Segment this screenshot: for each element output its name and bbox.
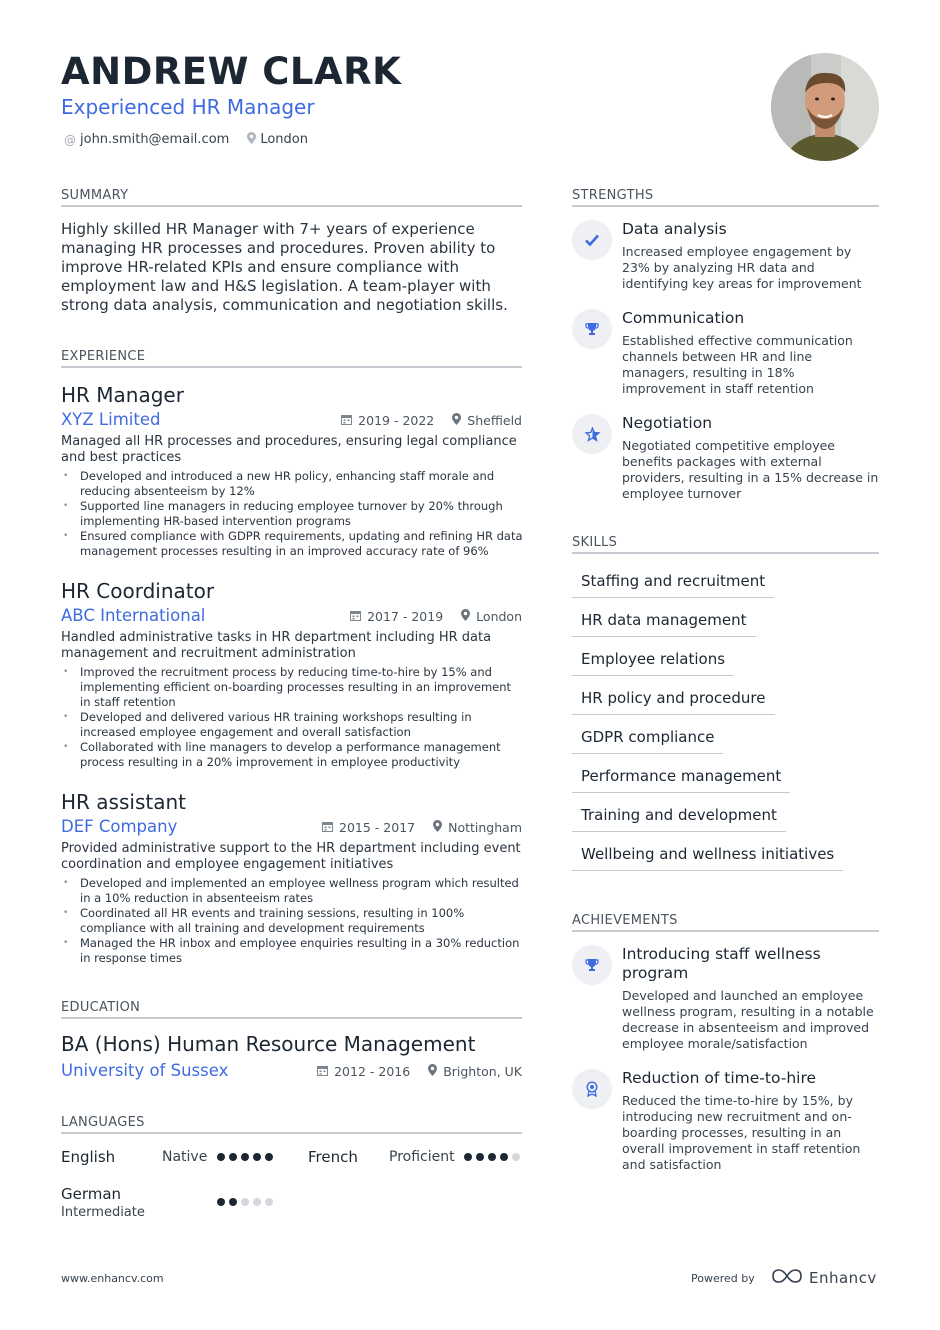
job-description: Managed all HR processes and procedures, ensuring legal compliance and best practices: [61, 434, 517, 465]
list-item: • Ensured compliance with GDPR requirements, updating and refining HR data management processes resulting in an improved accuracy rate of 96%: [61, 529, 523, 559]
candidate-name: ANDREW CLARK: [61, 50, 402, 93]
rating-dot: [512, 1153, 520, 1161]
rating-dot: [464, 1153, 472, 1161]
skill-tag: Staffing and recruitment: [572, 572, 774, 598]
strength-description: Established effective communication channels between HR and line managers, resulting in 18% improvement in staff retention: [622, 333, 853, 396]
skill-tag: Training and development: [572, 806, 786, 832]
language-level: Intermediate: [61, 1205, 145, 1220]
experience-heading: EXPERIENCE: [61, 349, 146, 364]
job-title: HR Coordinator: [61, 579, 215, 603]
language-rating: [464, 1153, 520, 1161]
job-meta: [322, 820, 522, 835]
company-name[interactable]: XYZ Limited: [61, 410, 161, 429]
language-rating: [217, 1198, 273, 1206]
education-dates: 2012 - 2016: [334, 1064, 411, 1079]
skill-tag: Employee relations: [572, 650, 734, 676]
achievement-title: Reduction of time-to-hire: [622, 1069, 817, 1087]
location-text: London: [260, 132, 308, 147]
summary-heading: SUMMARY: [61, 188, 129, 203]
rating-dot: [476, 1153, 484, 1161]
company-name[interactable]: DEF Company: [61, 817, 178, 836]
skills-heading: SKILLS: [572, 535, 618, 550]
strength-title: Negotiation: [622, 414, 713, 432]
rating-dot: [241, 1153, 249, 1161]
job-bullets: [61, 469, 523, 559]
enhancv-logo-icon: [771, 1268, 803, 1288]
language-name: English: [61, 1148, 116, 1166]
skill-tag: Wellbeing and wellness initiatives: [572, 845, 843, 871]
powered-by-label: Powered by: [691, 1272, 755, 1285]
location-pin-icon: [428, 1064, 437, 1079]
skill-tag: HR policy and procedure: [572, 689, 775, 715]
skill-tag: HR data management: [572, 611, 756, 637]
rating-dot: [500, 1153, 508, 1161]
list-item: • Developed and delivered various HR training workshops resulting in increased employee engagement and overall satisfaction: [61, 710, 523, 740]
rating-dot: [217, 1198, 225, 1206]
education-location: Brighton, UK: [443, 1064, 522, 1079]
school-name[interactable]: University of Sussex: [61, 1061, 229, 1080]
rating-dot: [488, 1153, 496, 1161]
list-item: • Coordinated all HR events and training sessions, resulting in 100% compliance with all training and development requirements: [61, 906, 523, 936]
strength-title: Communication: [622, 309, 745, 327]
languages-heading: LANGUAGES: [61, 1115, 145, 1130]
language-level: Proficient: [389, 1149, 455, 1165]
star-icon: [572, 414, 612, 454]
rating-dot: [253, 1198, 261, 1206]
location-pin-icon: [461, 609, 470, 624]
job-dates: 2017 - 2019: [367, 609, 444, 624]
rating-dot: [229, 1198, 237, 1206]
job-dates: 2015 - 2017: [339, 820, 416, 835]
list-item: • Managed the HR inbox and employee enquiries resulting in a 30% reduction in response times: [61, 936, 523, 966]
job-location: London: [476, 609, 522, 624]
language-level: Native: [162, 1149, 208, 1165]
calendar-icon: [341, 414, 352, 428]
achievement-description: Developed and launched an employee wellness program, resulting in a notable decrease in absenteeism and improved employee morale/satisfaction: [622, 988, 874, 1051]
skill-tag: GDPR compliance: [572, 728, 723, 754]
rating-dot: [241, 1198, 249, 1206]
job-title: HR Manager: [61, 383, 184, 407]
calendar-icon: [317, 1065, 328, 1079]
email-text: john.smith@email.com: [80, 132, 230, 147]
calendar-icon: [350, 610, 361, 624]
job-description: Handled administrative tasks in HR department including HR data management and recruitment administration: [61, 630, 492, 661]
job-description: Provided administrative support to the HR department including event coordination and employee engagement initiatives: [61, 841, 521, 872]
location-item: [247, 132, 308, 147]
achievement-description: Reduced the time-to-hire by 15%, by introducing new recruitment and on-boarding processes, resulting in an overall improvement in staff retention and satisfaction: [622, 1093, 861, 1172]
summary-divider: [61, 205, 522, 207]
medal-icon: [572, 1069, 612, 1109]
language-name: French: [308, 1148, 358, 1166]
trophy-icon: [572, 309, 612, 349]
summary-text: Highly skilled HR Manager with 7+ years of experience managing HR processes and procedures. Proven ability to improve HR-related KPIs and ensure compliance with employment law and H&S legislation. A team-player with strong data analysis, communication and negotiation skills.: [61, 220, 508, 314]
location-pin-icon: [452, 413, 461, 428]
job-location: Nottingham: [448, 820, 522, 835]
rating-dot: [229, 1153, 237, 1161]
checkmark-icon: [572, 220, 612, 260]
rating-dot: [217, 1153, 225, 1161]
language-rating: [217, 1153, 273, 1161]
education-meta: [317, 1064, 522, 1079]
location-pin-icon: [433, 820, 442, 835]
job-dates: 2019 - 2022: [358, 413, 435, 428]
company-name[interactable]: ABC International: [61, 606, 206, 625]
job-location: Sheffield: [467, 413, 522, 428]
education-heading: EDUCATION: [61, 1000, 141, 1015]
achievements-heading: ACHIEVEMENTS: [572, 913, 678, 928]
brand-logo[interactable]: [771, 1268, 877, 1288]
job-meta: [341, 413, 522, 428]
list-item: • Collaborated with line managers to develop a performance management process resulting in a 20% improvement in employee productivity: [61, 740, 523, 770]
job-bullets: [61, 665, 523, 770]
trophy-icon: [572, 945, 612, 985]
location-pin-icon: [247, 132, 256, 147]
footer-url[interactable]: www.enhancv.com: [61, 1272, 164, 1285]
achievements-divider: [572, 930, 879, 932]
email-item[interactable]: [64, 132, 229, 147]
list-item: • Developed and implemented an employee wellness program which resulted in a 10% reduction in absenteeism rates: [61, 876, 523, 906]
language-name: German: [61, 1185, 122, 1203]
skill-tag: Performance management: [572, 767, 790, 793]
list-item: • Improved the recruitment process by reducing time-to-hire by 15% and implementing efficient on-boarding processes resulting in an improvement in staff retention: [61, 665, 523, 710]
strength-description: Negotiated competitive employee benefits packages with external providers, resulting in a 15% decrease in employee turnover: [622, 438, 879, 501]
education-divider: [61, 1017, 522, 1019]
job-meta: [350, 609, 522, 624]
calendar-icon: [322, 821, 333, 835]
strengths-heading: STRENGTHS: [572, 188, 654, 203]
list-item: • Supported line managers in reducing employee turnover by 20% through implementing HR-based intervention programs: [61, 499, 523, 529]
rating-dot: [253, 1153, 261, 1161]
rating-dot: [265, 1153, 273, 1161]
strength-description: Increased employee engagement by 23% by analyzing HR data and identifying key areas for improvement: [622, 244, 862, 291]
list-item: • Developed and introduced a new HR policy, enhancing staff morale and reducing absenteeism by 12%: [61, 469, 523, 499]
rating-dot: [265, 1198, 273, 1206]
languages-divider: [61, 1132, 522, 1134]
candidate-role: Experienced HR Manager: [61, 95, 315, 119]
contact-info: [64, 132, 308, 147]
at-icon: @: [64, 132, 76, 147]
degree-title: BA (Hons) Human Resource Management: [61, 1032, 476, 1056]
strength-title: Data analysis: [622, 220, 727, 238]
skills-divider: [572, 552, 879, 554]
job-bullets: [61, 876, 523, 966]
brand-name: Enhancv: [809, 1269, 877, 1287]
achievement-title: Introducing staff wellness program: [622, 945, 821, 982]
profile-photo: [771, 53, 879, 161]
job-title: HR assistant: [61, 790, 186, 814]
strengths-divider: [572, 205, 879, 207]
experience-divider: [61, 366, 522, 368]
